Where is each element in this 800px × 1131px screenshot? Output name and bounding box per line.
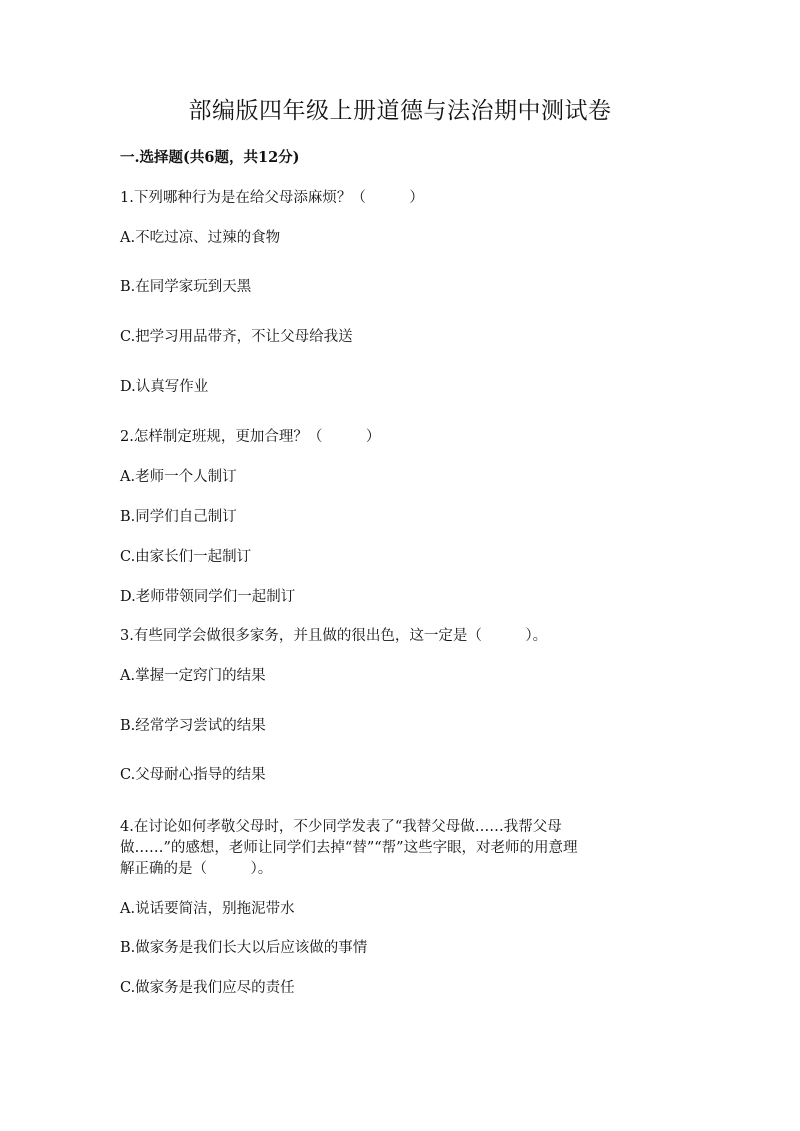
question-2-option-c: C.由家长们一起制订 [120,549,252,565]
question-3-stem: 3.有些同学会做很多家务，并且做的很出色，这一定是（ ）。 [120,628,548,644]
question-3-option-b: B.经常学习尝试的结果 [120,718,266,734]
question-4-stem-line-2: 做……”的感想，老师让同学们去掉“替”“帮”这些字眼，对老师的用意理 [120,840,578,856]
question-3-option-a: A.掌握一定窍门的结果 [120,668,266,684]
question-4-option-a: A.说话要简洁，别拖泥带水 [120,901,295,917]
question-4-option-c: C.做家务是我们应尽的责任 [120,980,295,996]
question-1-option-c: C.把学习用品带齐，不让父母给我送 [120,329,353,345]
section-heading: 一.选择题(共6题，共12分) [120,149,300,166]
question-1-option-b: B.在同学家玩到天黑 [120,279,252,295]
exam-title: 部编版四年级上册道德与法治期中测试卷 [188,98,612,124]
question-4-stem-line-3: 解正确的是（ ）。 [120,861,273,877]
question-2-option-d: D.老师带领同学们一起制订 [120,589,296,605]
question-3-option-c: C.父母耐心指导的结果 [120,767,266,783]
question-1-option-d: D.认真写作业 [120,379,209,395]
question-1-stem: 1.下列哪种行为是在给父母添麻烦？（ ） [120,190,424,206]
question-2-stem: 2.怎样制定班规，更加合理？（ ） [120,429,381,445]
question-4-option-b: B.做家务是我们长大以后应该做的事情 [120,940,368,956]
question-2-option-b: B.同学们自己制订 [120,509,237,525]
question-2-option-a: A.老师一个人制订 [120,469,237,485]
question-1-option-a: A.不吃过凉、过辣的食物 [120,230,281,246]
question-4-stem-line-1: 4.在讨论如何孝敬父母时，不少同学发表了“我替父母做……我帮父母 [120,819,562,835]
